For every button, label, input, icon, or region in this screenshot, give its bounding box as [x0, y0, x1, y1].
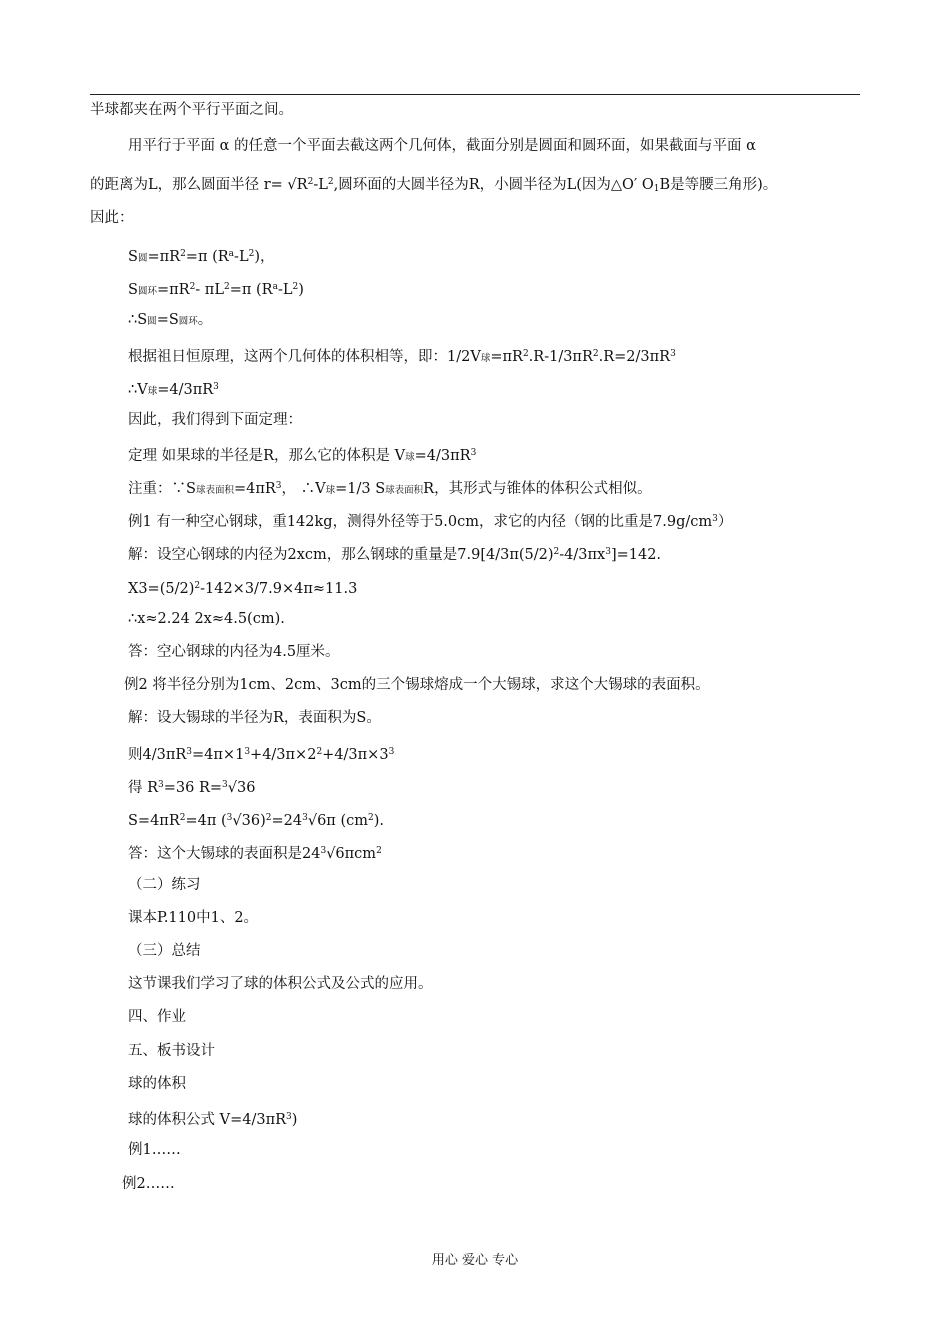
superscript: 3 [213, 382, 219, 392]
text-span: 因此： [90, 210, 134, 226]
superscript: 2 [307, 177, 314, 187]
text-span: 球 [480, 353, 491, 364]
text-span: X3=(5/2) [128, 581, 195, 597]
superscript: 2 [265, 813, 272, 823]
text-span: 圆 [137, 253, 148, 264]
text-span: -142×3/7.9×4π≈11.3 [200, 581, 358, 597]
text-span: ) [298, 282, 304, 298]
superscript: 2 [179, 813, 186, 823]
text-span: 圆环 [178, 316, 198, 327]
text-span: ). [373, 813, 384, 829]
text-line [128, 410, 302, 430]
text-span: 定理 如果球的半径是R，那么它的体积是 V [128, 448, 406, 464]
text-span: 注重：∵S [128, 481, 196, 497]
text-span: 解：设大锡球的半径为R，表面积为S。 [128, 710, 381, 726]
text-span: =πR [490, 349, 523, 365]
superscript: 3 [186, 747, 193, 757]
text-span: 球的体积公式 V=4/3πR [128, 1112, 287, 1128]
text-span: 则4/3πR [128, 747, 187, 763]
text-span: √6πcm [326, 846, 377, 862]
superscript: 2 [367, 813, 374, 823]
text-span: ]=142. [610, 547, 662, 563]
superscript: 2 [189, 282, 196, 292]
text-span: 球的体积 [128, 1076, 186, 1092]
text-span: 例2…… [122, 1176, 175, 1192]
text-span: 的距离为L，那么圆面半径 r= √R [90, 177, 308, 193]
text-span: ， ∴V [281, 481, 326, 497]
text-span: .R=2/3πR [598, 349, 671, 365]
text-span: 这节课我们学习了球的体积公式及公式的应用。 [128, 976, 433, 992]
text-line [128, 1107, 297, 1130]
text-span: （二）练习 [128, 877, 201, 893]
text-line [90, 100, 293, 120]
text-line [128, 509, 732, 532]
text-span: 例1…… [128, 1142, 181, 1158]
text-line [124, 675, 710, 695]
text-span: 四、作业 [128, 1009, 186, 1025]
text-line [128, 875, 201, 895]
text-span: =πR [156, 282, 190, 298]
page-footer: 用心 爱心 专心 [431, 1253, 519, 1268]
text-span: B是等腰三角形)。 [659, 177, 778, 193]
superscript: a [228, 249, 235, 259]
text-span: √36 [227, 780, 256, 796]
text-span: 例2 将半径分别为1cm、2cm、3cm的三个锡球熔成一个大锡球，求这个大锡球的表面积。 [124, 677, 710, 693]
text-span: =4π×1 [192, 747, 245, 763]
superscript: 2 [194, 581, 201, 591]
text-line [128, 576, 357, 599]
text-span: ) [291, 1112, 298, 1128]
text-span: 根据祖日恒原理，这两个几何体的体积相等，即：1/2V [128, 349, 481, 365]
text-line [122, 1174, 175, 1194]
text-line [128, 542, 661, 565]
superscript: 3 [302, 813, 308, 823]
text-span: =36 R= [163, 780, 223, 796]
text-line [128, 277, 304, 302]
text-span: 球 [325, 485, 336, 496]
text-line [128, 476, 652, 501]
superscript: 3 [222, 780, 228, 790]
text-span: .R-1/3πR [528, 349, 593, 365]
superscript: 3 [244, 747, 251, 757]
superscript: 3 [605, 547, 611, 557]
text-line [128, 941, 201, 961]
text-span: ∴x≈2.24 2x≈4.5(cm). [128, 611, 285, 627]
text-line [128, 377, 219, 402]
text-line [128, 310, 212, 332]
text-span: 半球都夹在两个平行平面之间。 [90, 102, 293, 118]
text-span: - πL [195, 282, 224, 298]
text-span: 球 [147, 386, 158, 397]
superscript: 3 [388, 747, 395, 757]
text-span: S=4πR [128, 813, 180, 829]
text-span: =4πR [233, 481, 276, 497]
text-span: （三）总结 [128, 943, 201, 959]
text-span: =πR [147, 249, 181, 265]
text-span: 球 [405, 452, 415, 463]
text-span: 解：设空心钢球的内径为2xcm，那么钢球的重量是7.9[4/3π(5/2) [128, 547, 554, 563]
text-line [90, 208, 134, 228]
superscript: 2 [553, 547, 560, 557]
superscript: 3 [226, 813, 233, 823]
text-span: =1/3 S [335, 481, 386, 497]
text-span: -4/3πx [559, 547, 606, 563]
superscript: 2 [223, 282, 230, 292]
text-span: =S [156, 312, 179, 328]
text-line [90, 172, 777, 199]
superscript: 3 [670, 349, 676, 359]
text-line [128, 1140, 181, 1160]
text-span: =4/3πR [157, 382, 214, 398]
text-span: S [128, 249, 138, 265]
text-span: ,圆环面的大圆半径为R，小圆半径为L(因为△O′ O [333, 177, 654, 193]
text-span: 课本P.110中1、2。 [128, 910, 259, 926]
text-span: 圆环 [137, 286, 157, 297]
text-line [128, 808, 384, 831]
text-span: ） [717, 514, 733, 530]
superscript: 2 [316, 747, 323, 757]
text-span: 得 R [128, 780, 159, 796]
text-line [128, 974, 433, 994]
superscript: 2 [592, 349, 599, 359]
text-span: ∴V [128, 382, 148, 398]
text-span: =π (R [229, 282, 273, 298]
superscript: 3 [158, 780, 164, 790]
header-rule [90, 94, 860, 95]
text-line [128, 344, 676, 369]
text-span: 因此，我们得到下面定理： [128, 412, 302, 428]
text-span: -L [313, 177, 328, 193]
text-line [128, 908, 258, 928]
subscript: 1 [653, 184, 660, 194]
text-span: √36) [232, 813, 266, 829]
text-span: )， [254, 249, 275, 265]
text-span: R，其形式与锥体的体积公式相似。 [423, 481, 652, 497]
superscript: 2 [376, 846, 382, 856]
text-span: 。 [197, 312, 213, 328]
text-span: ∴S [128, 312, 148, 328]
text-span: +4/3π×3 [322, 747, 389, 763]
text-span: S [128, 282, 138, 298]
text-span: =4/3πR [414, 448, 471, 464]
text-line [128, 136, 756, 156]
text-span: =π (R [185, 249, 229, 265]
superscript: 3 [470, 448, 477, 458]
superscript: a [272, 282, 278, 292]
text-span: 球表面积 [385, 485, 424, 496]
text-line [128, 775, 255, 798]
text-span: 答：空心钢球的内径为4.5厘米。 [128, 644, 340, 660]
superscript: 2 [248, 249, 255, 259]
superscript: 2 [522, 349, 529, 359]
text-span: +4/3π×2 [250, 747, 317, 763]
text-line [128, 1007, 186, 1027]
text-span: 五、板书设计 [128, 1043, 215, 1059]
text-span: 圆 [147, 316, 157, 327]
superscript: 2 [292, 282, 299, 292]
superscript: 3 [286, 1112, 292, 1122]
text-line [128, 609, 285, 629]
superscript: 3 [712, 514, 718, 524]
text-span: -L [234, 249, 249, 265]
text-span: -L [277, 282, 293, 298]
text-line [128, 244, 274, 269]
superscript: 2 [327, 177, 334, 187]
text-line [128, 708, 381, 728]
superscript: 3 [275, 481, 282, 491]
text-line [128, 742, 394, 765]
text-span: √6π (cm [307, 813, 368, 829]
text-span: 球表面积 [195, 485, 234, 496]
text-span: =4π ( [185, 813, 227, 829]
superscript: 2 [180, 249, 186, 259]
text-line [128, 841, 382, 864]
text-span: =24 [271, 813, 303, 829]
text-line [128, 1041, 215, 1061]
text-line [128, 642, 340, 662]
text-span: 答：这个大锡球的表面积是24 [128, 846, 321, 862]
text-line [128, 443, 476, 468]
text-span: 用平行于平面 α 的任意一个平面去截这两个几何体，截面分别是圆面和圆环面，如果截面与平面 α [128, 138, 756, 154]
text-span: 例1 有一种空心钢球，重142kg，测得外径等于5.0cm，求它的内径（钢的比重是7.9g/cm [128, 514, 713, 530]
superscript: 3 [320, 846, 327, 856]
text-line [128, 1074, 186, 1094]
